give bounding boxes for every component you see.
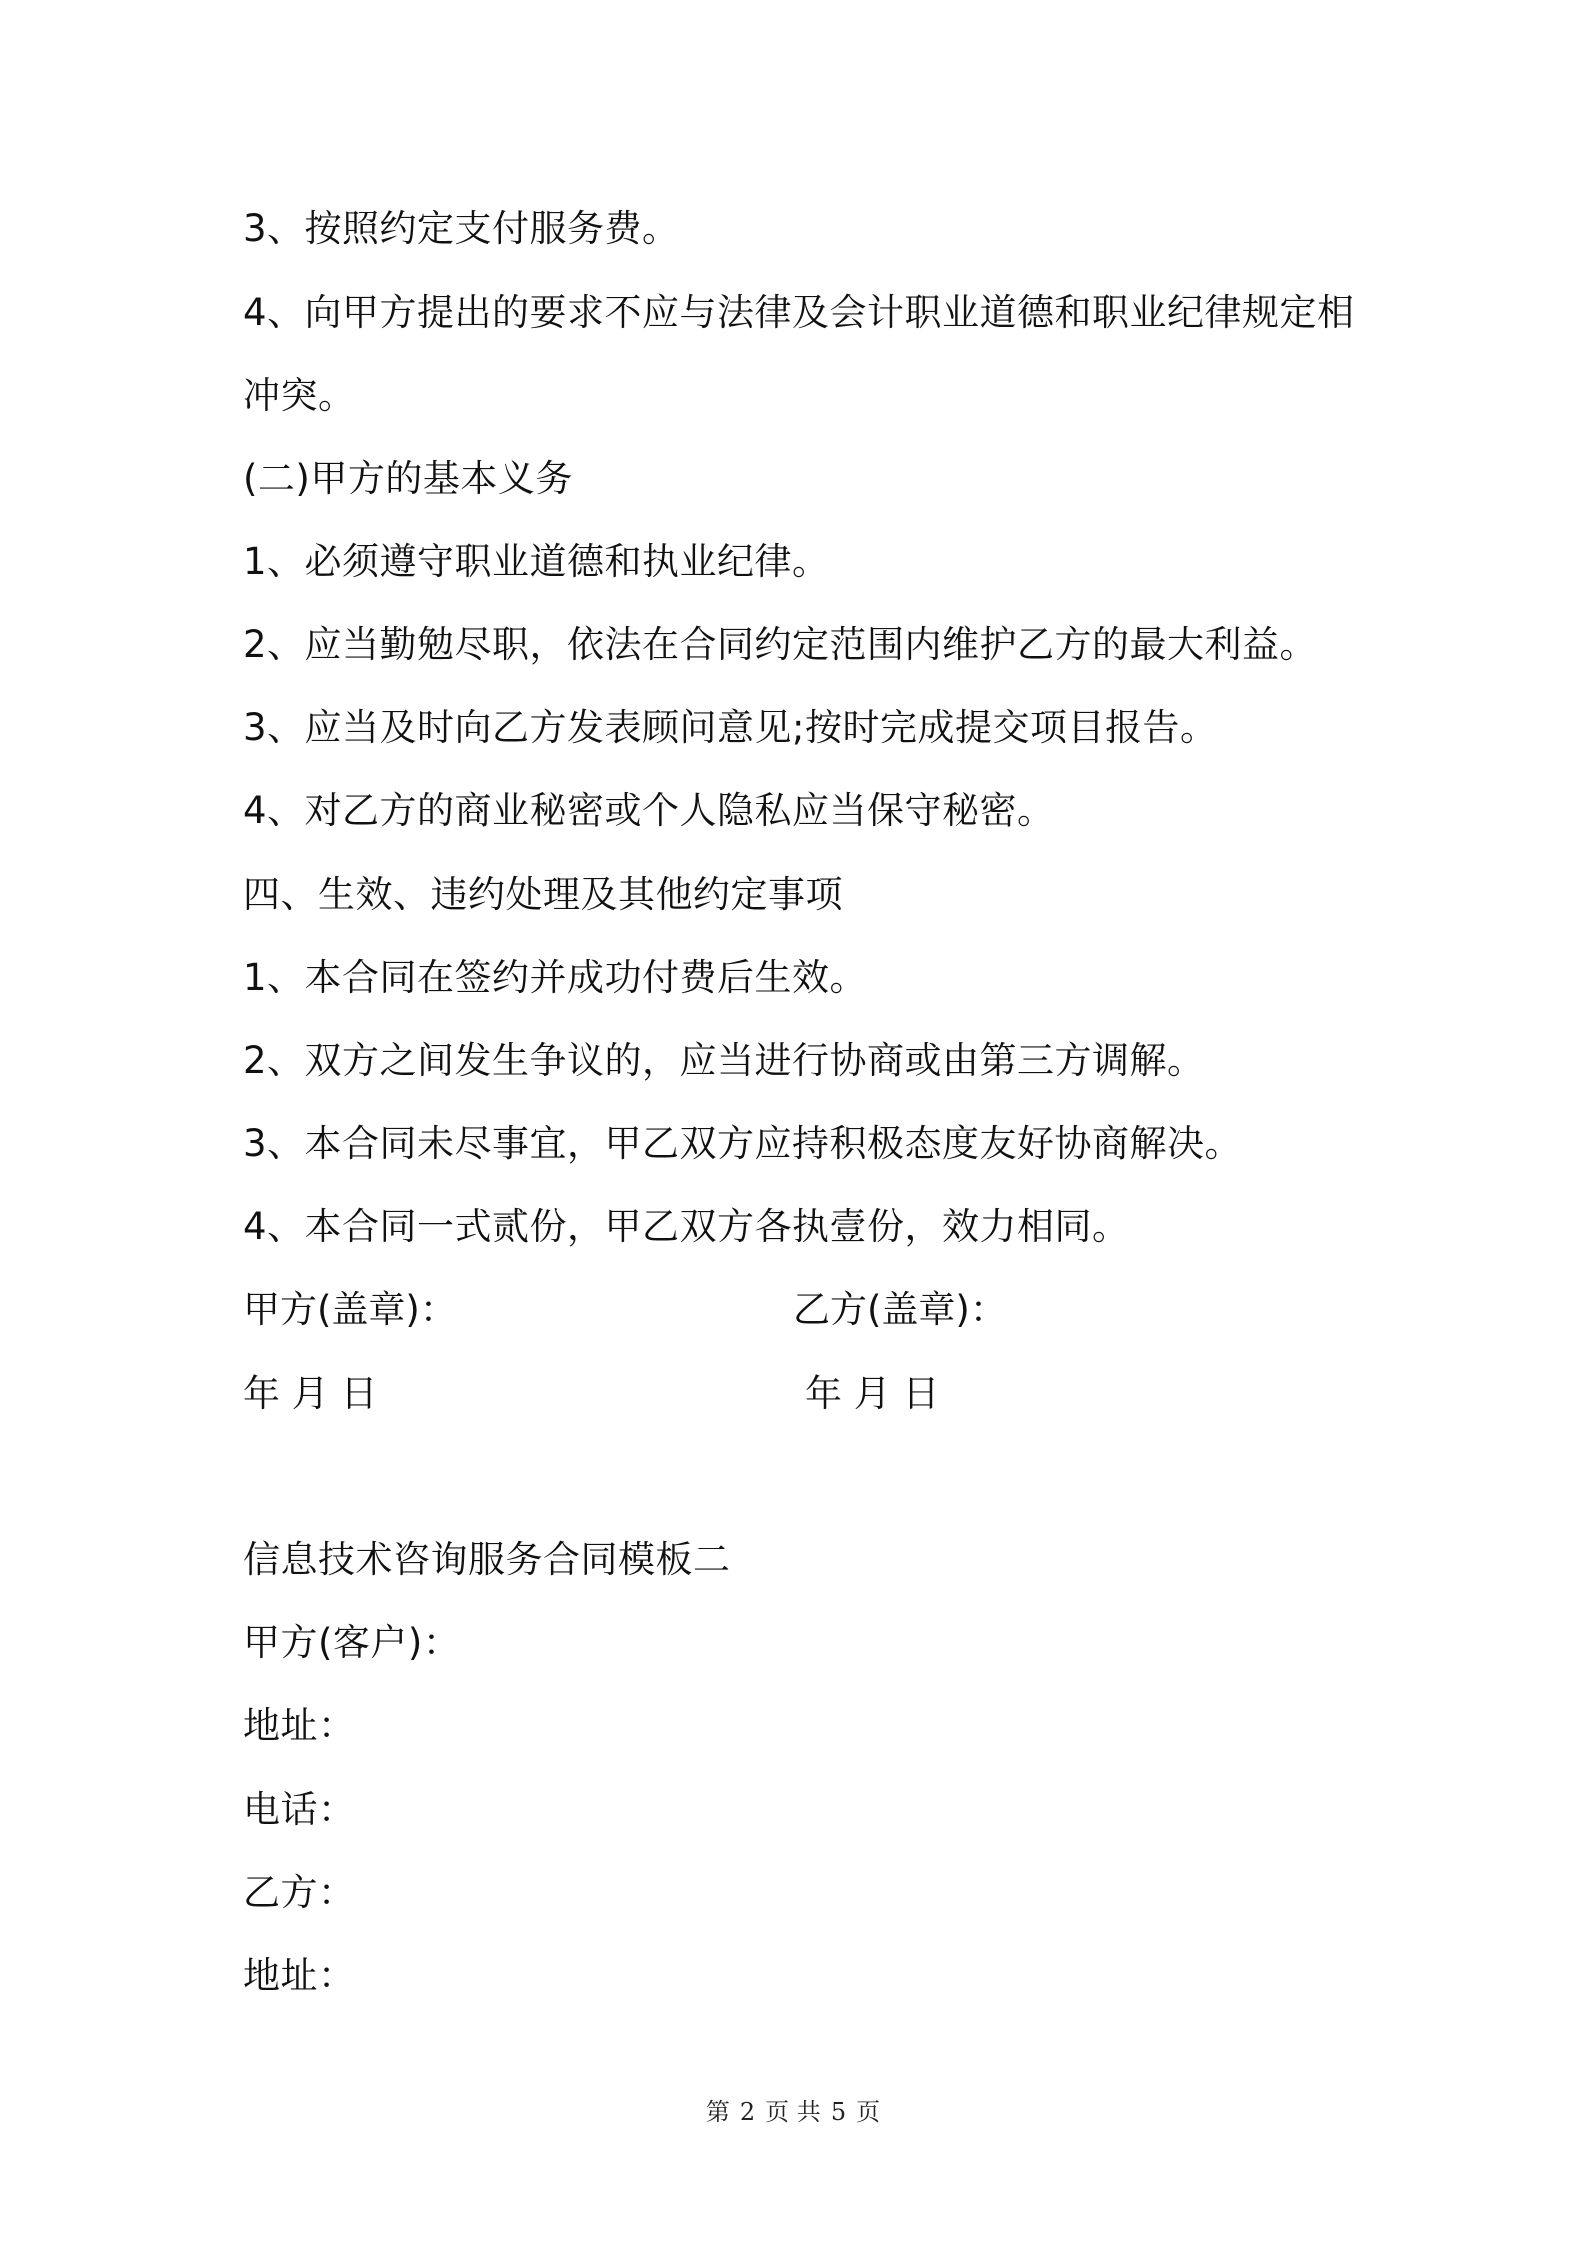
paragraph-line: 4、对乙方的商业秘密或个人隐私应当保守秘密。 [243,789,1055,832]
footer-prefix: 第 [705,2098,730,2126]
paragraph-line: 3、应当及时向乙方发表顾问意见;按时完成提交项目报告。 [243,706,1218,749]
address-field-label: 地址： [243,1704,356,1747]
address-field-label: 地址： [243,1954,356,1997]
paragraph-line: 3、本合同未尽事宜，甲乙双方应持积极态度友好协商解决。 [243,1122,1243,1165]
paragraph-line: 4、向甲方提出的要求不应与法律及会计职业道德和职业纪律规定相 [243,291,1355,334]
party-a-date: 年 月 日 [243,1372,378,1415]
footer-page-number: 2 [739,2098,756,2126]
client-field-label: 甲方(客户)： [243,1621,461,1664]
paragraph-line: 2、双方之间发生争议的，应当进行协商或由第三方调解。 [243,1039,1205,1082]
section-heading: 四、生效、违约处理及其他约定事项 [243,873,843,916]
footer-middle: 页 共 [765,2098,821,2126]
footer-suffix: 页 [856,2098,881,2126]
template-title: 信息技术咨询服务合同模板二 [243,1538,731,1581]
party-b-date: 年 月 日 [805,1372,940,1415]
footer-total-pages: 5 [830,2098,847,2126]
phone-field-label: 电话： [243,1788,356,1831]
page-footer [0,2096,1586,2128]
section-heading: (二)甲方的基本义务 [243,457,573,500]
paragraph-line: 1、本合同在签约并成功付费后生效。 [243,956,868,999]
paragraph-line: 1、必须遵守职业道德和执业纪律。 [243,540,830,583]
paragraph-line: 冲突。 [243,374,356,417]
paragraph-line: 2、应当勤勉尽职，依法在合同约定范围内维护乙方的最大利益。 [243,623,1318,666]
paragraph-line: 4、本合同一式贰份，甲乙双方各执壹份，效力相同。 [243,1205,1130,1248]
party-b-seal-label: 乙方(盖章)： [793,1288,1007,1331]
party-a-seal-label: 甲方(盖章)： [243,1288,457,1331]
paragraph-line: 3、按照约定支付服务费。 [243,207,680,250]
party-b-field-label: 乙方： [243,1871,356,1914]
